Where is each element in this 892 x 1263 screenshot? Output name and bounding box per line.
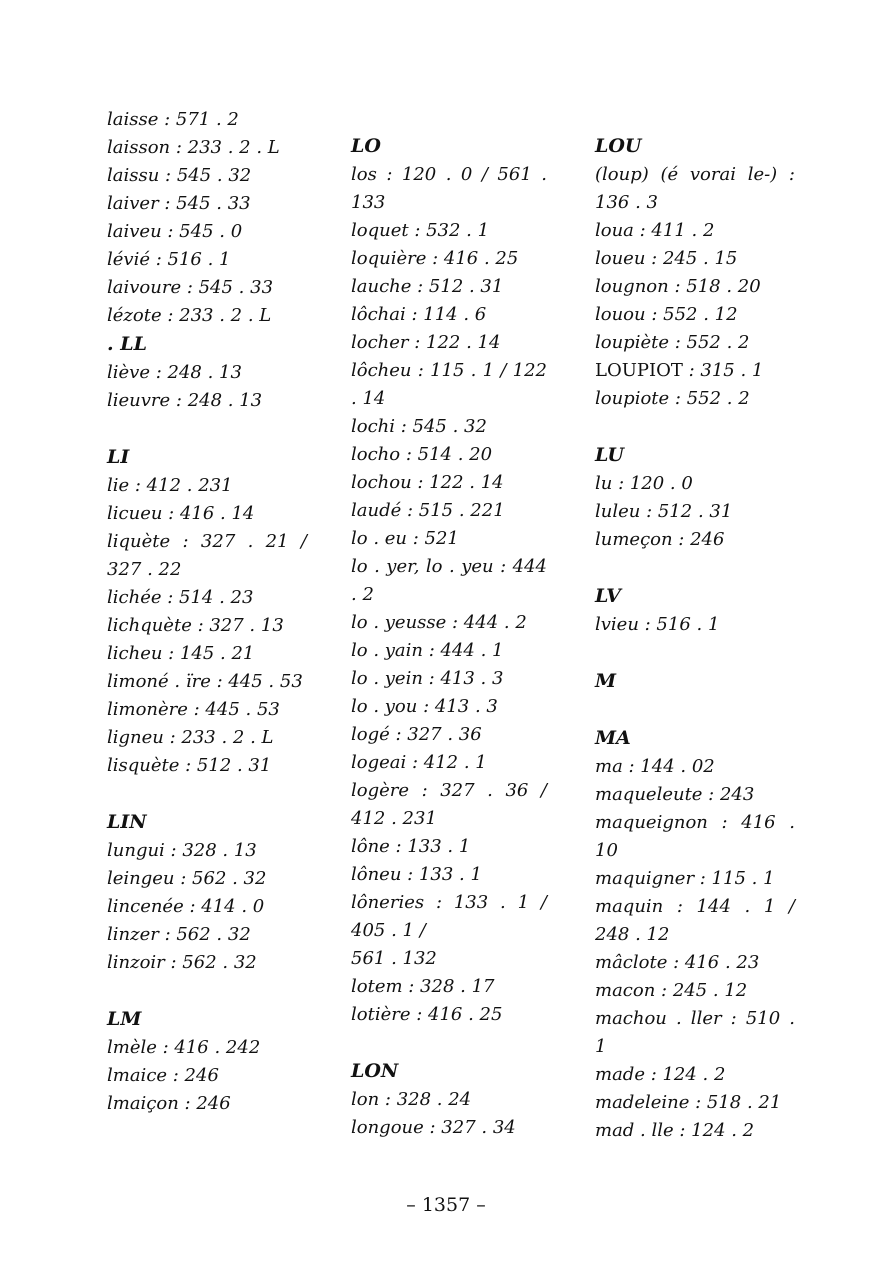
index-entry: loquet : 532 . 1 (351, 220, 490, 241)
index-entry: lôneu : 133 . 1 (351, 864, 482, 885)
page-number: – 1357 – (406, 1194, 486, 1216)
section-heading: LIN (107, 811, 147, 833)
index-entry: los : 120 . 0 / 561 . 133 (351, 164, 547, 213)
index-entry: 561 . 132 (351, 948, 437, 969)
index-column-3 (595, 106, 795, 1145)
index-entry: louou : 552 . 12 (595, 304, 738, 325)
section-spacer (595, 554, 795, 582)
index-entry: luleu : 512 . 31 (595, 501, 733, 522)
index-entry: lochi : 545 . 32 (351, 416, 487, 437)
index-entry: lo . you : 413 . 3 (351, 696, 498, 717)
section-spacer (351, 1029, 547, 1057)
index-entry: lie : 412 . 231 (107, 475, 233, 496)
section-heading: MA (595, 727, 631, 749)
index-entry: made : 124 . 2 (595, 1064, 726, 1085)
index-entry: lmaiçon : 246 (107, 1093, 231, 1114)
index-entry: laiveu : 545 . 0 (107, 221, 243, 242)
index-entry: loua : 411 . 2 (595, 220, 715, 241)
index-entry: maqueignon : 416 . 10 (595, 812, 795, 861)
index-entry: liquète : 327 . 21 / 327 . 22 (107, 531, 307, 580)
section-spacer (595, 639, 795, 667)
section-heading: LI (107, 446, 130, 468)
index-entry: lotem : 328 . 17 (351, 976, 495, 997)
index-column-1 (107, 106, 307, 1118)
index-column-2 (351, 106, 547, 1142)
index-entry: lauche : 512 . 31 (351, 276, 504, 297)
index-entry: lincenée : 414 . 0 (107, 896, 265, 917)
index-entry: loupiète : 552 . 2 (595, 332, 750, 353)
reference: : 315 . 1 (682, 360, 764, 381)
index-entry (595, 357, 795, 385)
index-entry: maqueleute : 243 (595, 784, 755, 805)
index-entry: lmaice : 246 (107, 1065, 219, 1086)
section-spacer (595, 413, 795, 441)
index-entry: licheu : 145 . 21 (107, 643, 255, 664)
index-entry: lo . yain : 444 . 1 (351, 640, 504, 661)
index-entry: longoue : 327 . 34 (351, 1117, 516, 1138)
section-spacer (107, 415, 307, 443)
index-entry: logeai : 412 . 1 (351, 752, 487, 773)
section-heading: LON (351, 1060, 399, 1082)
headword: LOUPIOT (595, 360, 683, 381)
index-entry: locher : 122 . 14 (351, 332, 501, 353)
section-spacer (107, 977, 307, 1005)
index-entry: macon : 245 . 12 (595, 980, 748, 1001)
section-heading: M (595, 670, 617, 692)
index-entry: lône : 133 . 1 (351, 836, 471, 857)
section-heading: LV (595, 585, 621, 607)
section-heading: LU (595, 444, 624, 466)
index-entry: lisquète : 512 . 31 (107, 755, 272, 776)
index-entry: loquière : 416 . 25 (351, 248, 519, 269)
index-entry: machou . ller : 510 . 1 (595, 1008, 795, 1057)
index-entry: lieuvre : 248 . 13 (107, 390, 263, 411)
index-entry: maquin : 144 . 1 / 248 . 12 (595, 896, 795, 945)
index-entry: linzoir : 562 . 32 (107, 952, 257, 973)
index-entry: mad . lle : 124 . 2 (595, 1120, 755, 1141)
index-entry: liève : 248 . 13 (107, 362, 242, 383)
index-entry: laiver : 545 . 33 (107, 193, 251, 214)
index-entry: lévié : 516 . 1 (107, 249, 231, 270)
index-entry: limoné . ïre : 445 . 53 (107, 671, 303, 692)
section-heading: . LL (107, 333, 147, 355)
index-entry: lo . eu : 521 (351, 528, 459, 549)
index-entry: lougnon : 518 . 20 (595, 276, 761, 297)
index-entry: (loup) (é vorai le-) : 136 . 3 (595, 164, 795, 213)
index-entry: lotière : 416 . 25 (351, 1004, 503, 1025)
index-entry: laudé : 515 . 221 (351, 500, 505, 521)
index-entry: mâclote : 416 . 23 (595, 952, 760, 973)
index-entry: lôchai : 114 . 6 (351, 304, 487, 325)
index-entry: leingeu : 562 . 32 (107, 868, 267, 889)
section-spacer (107, 780, 307, 808)
index-entry: lochou : 122 . 14 (351, 472, 504, 493)
section-spacer (351, 106, 547, 132)
index-entry: lo . yein : 413 . 3 (351, 668, 504, 689)
index-entry: madeleine : 518 . 21 (595, 1092, 782, 1113)
section-spacer (595, 106, 795, 132)
index-entry: laissu : 545 . 32 (107, 165, 252, 186)
section-heading: LM (107, 1008, 142, 1030)
index-entry: loueu : 245 . 15 (595, 248, 738, 269)
index-entry: lichquète : 327 . 13 (107, 615, 284, 636)
section-heading: LOU (595, 135, 642, 157)
index-entry: lon : 328 . 24 (351, 1089, 472, 1110)
index-entry: lôcheu : 115 . 1 / 122 . 14 (351, 360, 547, 409)
index-entry: licueu : 416 . 14 (107, 503, 255, 524)
index-entry: lichée : 514 . 23 (107, 587, 254, 608)
index-entry: limonère : 445 . 53 (107, 699, 280, 720)
index-entry: laisson : 233 . 2 . L (107, 137, 280, 158)
index-entry: lézote : 233 . 2 . L (107, 305, 272, 326)
index-entry: lumeçon : 246 (595, 529, 725, 550)
index-entry: laisse : 571 . 2 (107, 109, 239, 130)
index-entry: laivoure : 545 . 33 (107, 277, 274, 298)
index-entry: maquigner : 115 . 1 (595, 868, 775, 889)
section-spacer (595, 696, 795, 724)
index-entry: lôneries : 133 . 1 / 405 . 1 / (351, 892, 547, 941)
index-entry: lo . yeusse : 444 . 2 (351, 612, 527, 633)
index-entry: lmèle : 416 . 242 (107, 1037, 261, 1058)
index-entry: lungui : 328 . 13 (107, 840, 257, 861)
index-entry: logé : 327 . 36 (351, 724, 482, 745)
index-entry: linzer : 562 . 32 (107, 924, 251, 945)
section-heading: LO (351, 135, 381, 157)
index-entry: lo . yer, lo . yeu : 444 . 2 (351, 556, 547, 605)
index-entry: ma : 144 . 02 (595, 756, 715, 777)
index-entry: locho : 514 . 20 (351, 444, 493, 465)
index-entry: ligneu : 233 . 2 . L (107, 727, 274, 748)
index-entry: lu : 120 . 0 (595, 473, 693, 494)
index-entry: lvieu : 516 . 1 (595, 614, 720, 635)
index-entry: loupiote : 552 . 2 (595, 388, 750, 409)
index-entry: logère : 327 . 36 / 412 . 231 (351, 780, 547, 829)
